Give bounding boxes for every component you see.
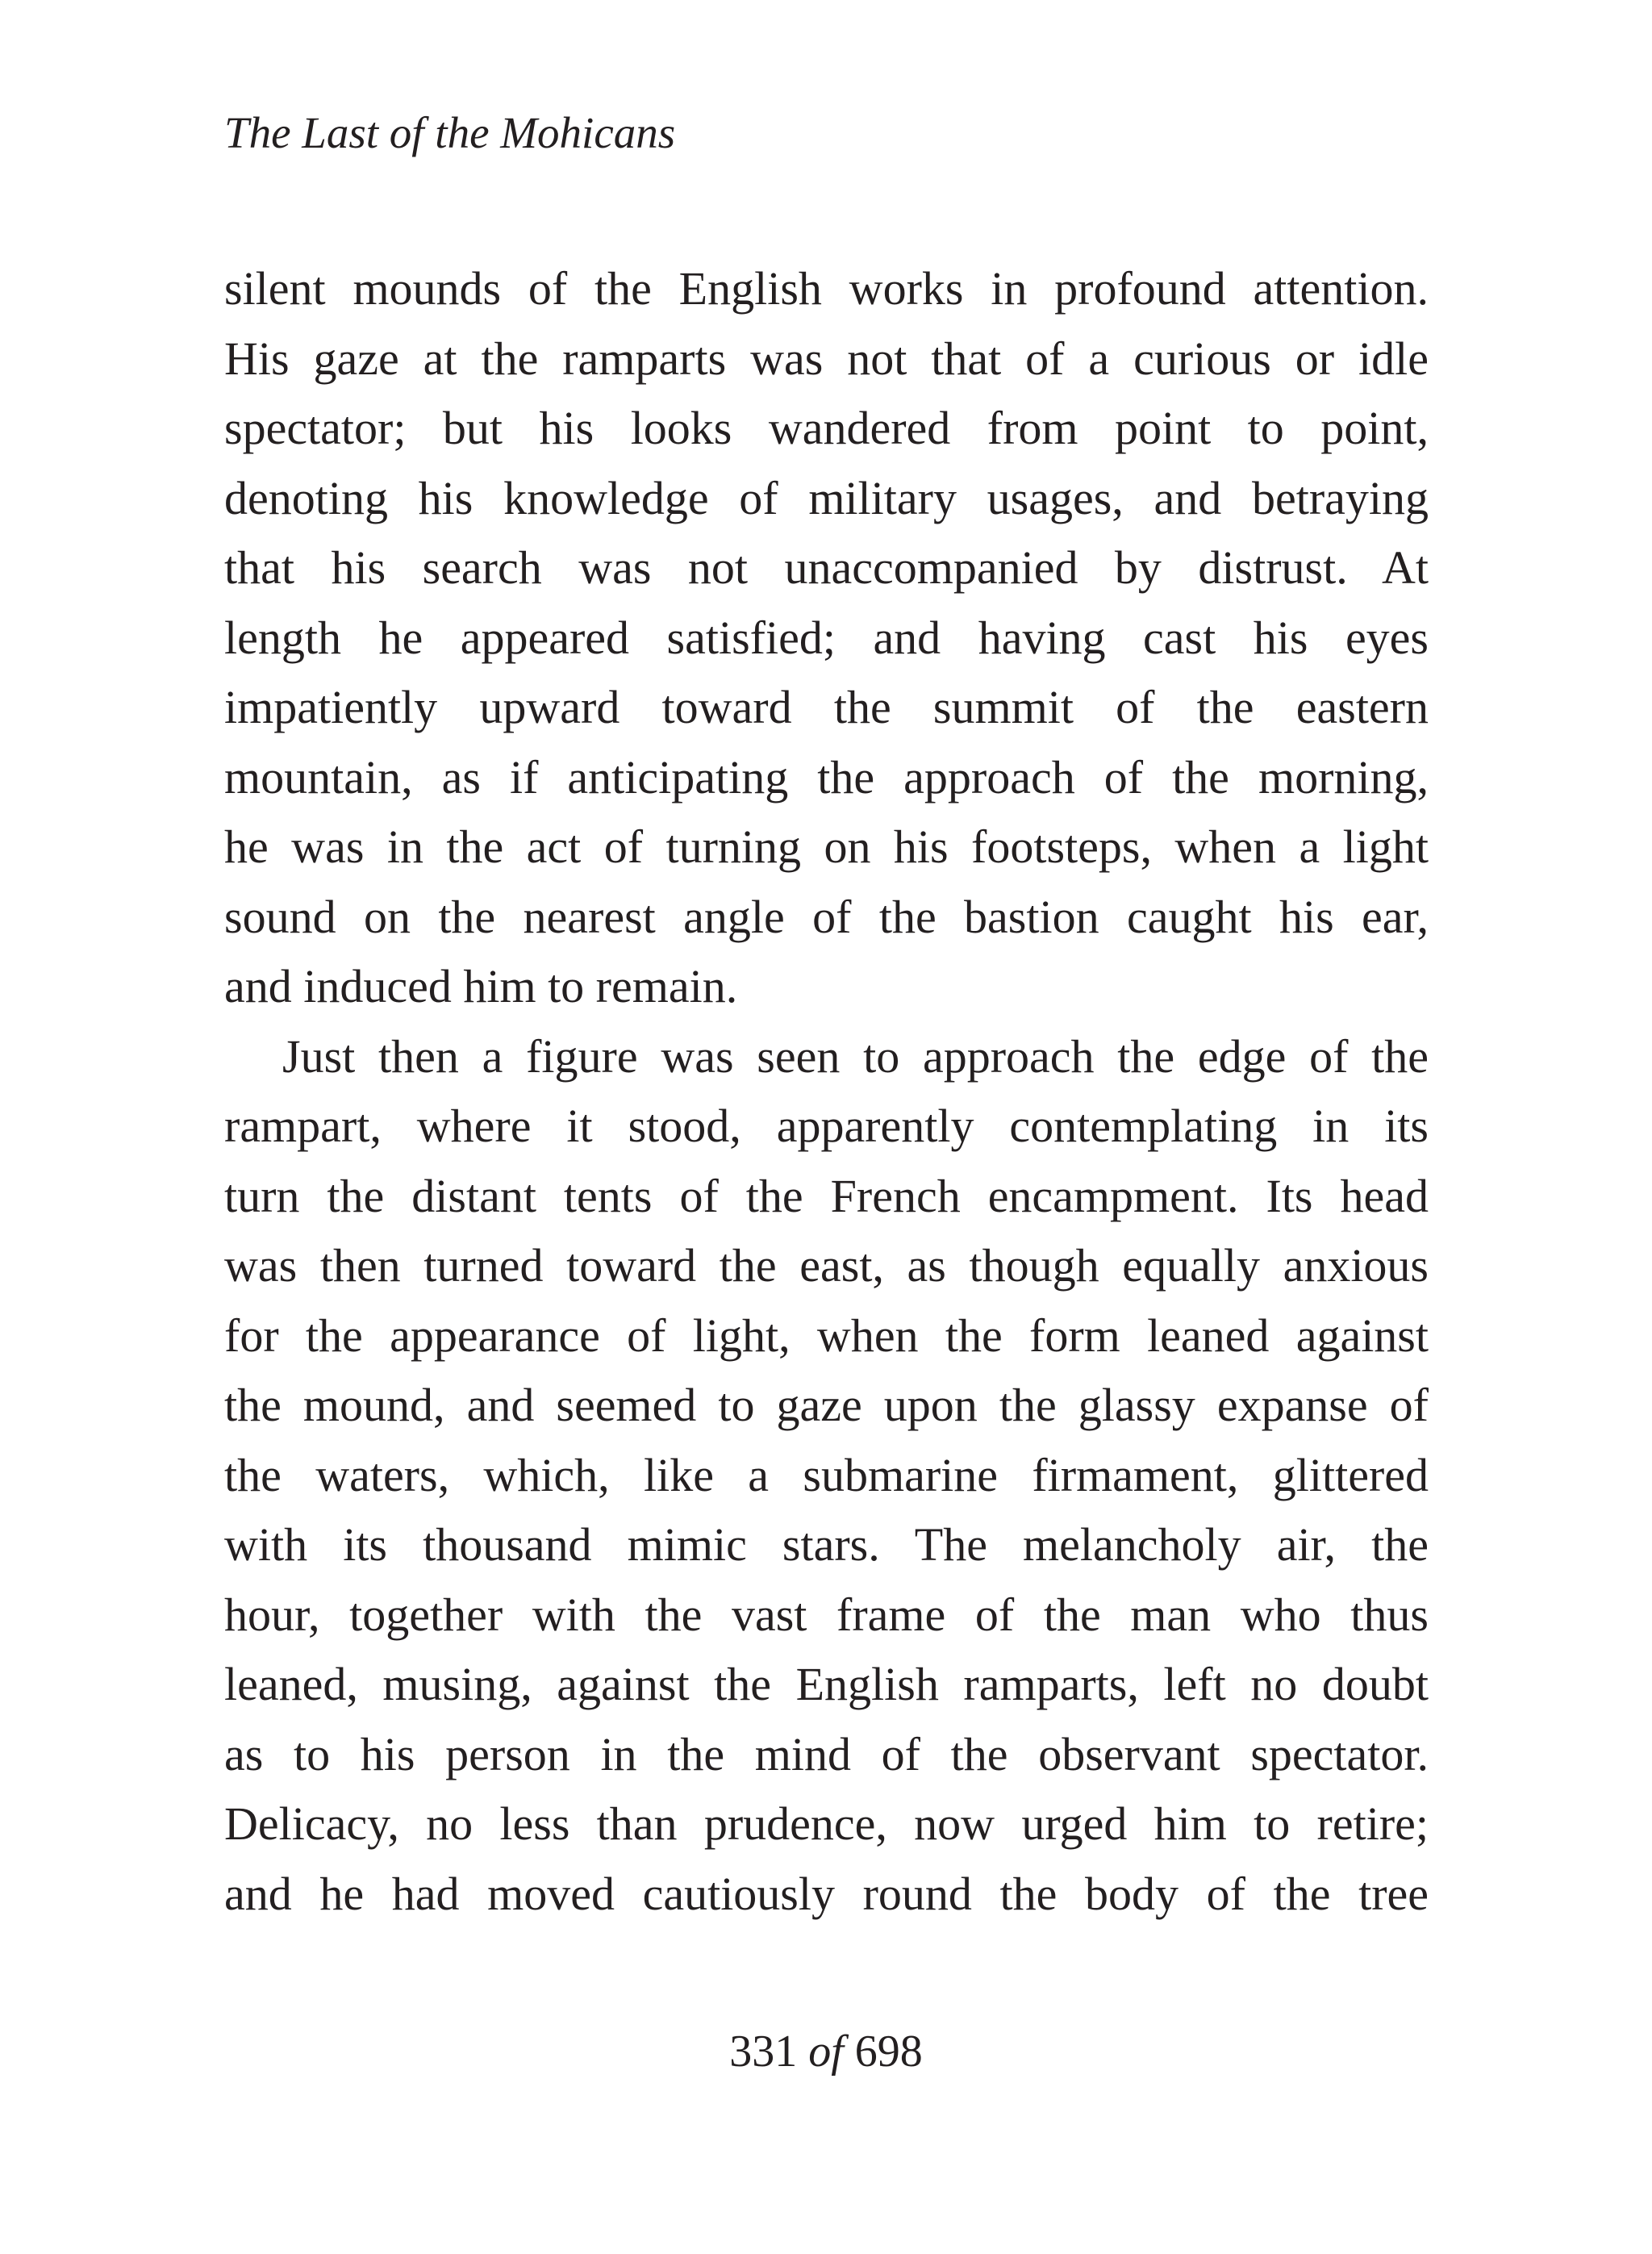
text-line: rampart, where it stood, apparently contemplating in its: [224, 1100, 1429, 1152]
text-line: and he had moved cautiously round the body of the tree: [224, 1867, 1429, 1920]
running-head: The Last of the Mohicans: [224, 108, 676, 157]
page-number-total: 698: [854, 2027, 923, 2077]
body-text: [224, 254, 1429, 1929]
text-line: for the appearance of light, when the form leaned against: [224, 1309, 1429, 1362]
text-line: the mound, and seemed to gaze upon the glassy expanse of: [224, 1379, 1429, 1431]
paragraph-2: [224, 1022, 1429, 1930]
text-line: His gaze at the ramparts was not that of a curious or idle: [224, 332, 1429, 385]
text-line: that his search was not unaccompanied by distrust. At: [224, 541, 1429, 594]
text-line: Delicacy, no less than prudence, now urged him to retire;: [224, 1797, 1429, 1850]
text-line: as to his person in the mind of the observant spectator.: [224, 1727, 1429, 1780]
page-number: [0, 2023, 1652, 2080]
page-number-separator: of: [808, 2027, 844, 2077]
text-line: spectator; but his looks wandered from point to point,: [224, 402, 1429, 454]
text-line: leaned, musing, against the English ramparts, left no doubt: [224, 1658, 1429, 1710]
text-line: hour, together with the vast frame of the man who thus: [224, 1588, 1429, 1641]
text-line: silent mounds of the English works in profound attention.: [224, 262, 1429, 315]
text-line: he was in the act of turning on his footsteps, when a light: [224, 820, 1429, 873]
text-line: and induced him to remain.: [224, 960, 738, 1012]
text-line: mountain, as if anticipating the approach of the morning,: [224, 750, 1429, 804]
text-line: with its thousand mimic stars. The melancholy air, the: [224, 1518, 1429, 1571]
text-line: turn the distant tents of the French encampment. Its head: [224, 1169, 1429, 1222]
page-number-current: 331: [729, 2027, 798, 2077]
text-line: sound on the nearest angle of the bastion caught his ear,: [224, 890, 1429, 943]
text-line: the waters, which, like a submarine firmament, glittered: [224, 1448, 1429, 1501]
text-line: was then turned toward the east, as though equally anxious: [224, 1239, 1429, 1292]
text-line: denoting his knowledge of military usages, and betraying: [224, 471, 1429, 524]
text-line: impatiently upward toward the summit of the eastern: [224, 681, 1429, 733]
text-line: Just then a figure was seen to approach the edge of the: [282, 1029, 1429, 1083]
paragraph-1: [224, 254, 1429, 1022]
text-line: length he appeared satisfied; and having cast his eyes: [224, 611, 1429, 664]
